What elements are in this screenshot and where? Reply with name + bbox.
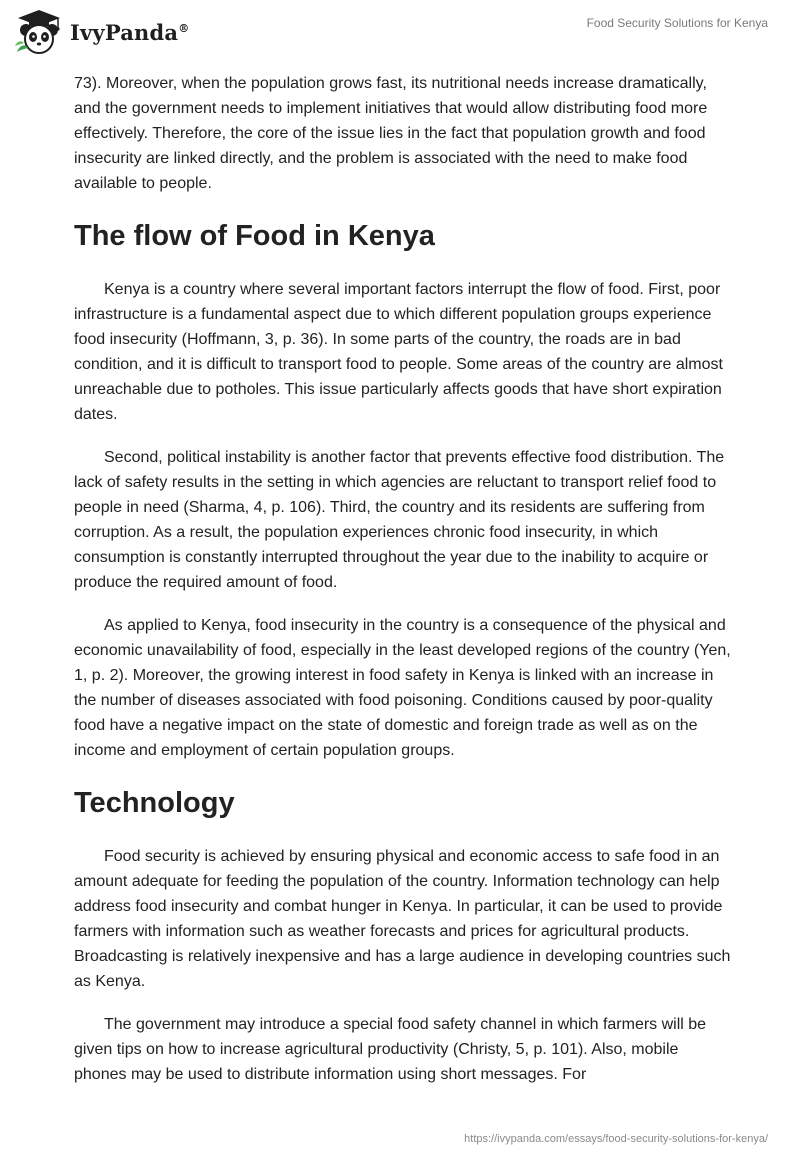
paragraph: Kenya is a country where several important factors interrupt the flow of food. First, poor infrastructure is a fundamental aspect due to which different population groups experience food insecurity (Hoffmann, 3, p. 36). In some parts of the country, the roads are in bad condition, and it is difficult to transport food to people. Some areas of the country are almost unreachable due to potholes. This issue particularly affects goods that have short expiration dates. [74,281,723,423]
paragraph: Second, political instability is another factor that prevents effective food distribution. The lack of safety results in the setting in which agencies are reluctant to transport relief food to people in need (Sharma, 4, p. 106). Third, the country and its residents are suffering from corruption. As a result, the population experiences chronic food insecurity, in which consumption is constantly interrupted throughout the year due to the inability to acquire or produce the required amount of food. [74,449,725,591]
document-title: Food Security Solutions for Kenya [586,16,768,30]
intro-paragraph: 73). Moreover, when the population grows fast, its nutritional needs increase dramatically, and the government needs to implement initiatives that would allow distributing food more effectively. Therefore, the core of the issue lies in the fact that population growth and food insecurity are linked directly, and the problem is associated with the need to make food available to people. [74,75,708,192]
source-url-link[interactable]: https://ivypanda.com/essays/food-security-solutions-for-kenya/ [464,1133,768,1145]
panda-graduation-cap-icon [14,8,64,56]
logo-text: IvyPanda® [70,19,190,45]
page-header [0,0,800,70]
essay-content [74,71,734,1105]
ivypanda-logo[interactable] [14,8,189,56]
paragraph: As applied to Kenya, food insecurity in the country is a consequence of the physical and economic unavailability of food, especially in the least developed regions of the country (Yen, 1, p. 2). Moreover, the growing interest in food safety in Kenya is linked with an increase in the number of diseases associated with food poisoning. Conditions caused by poor-quality food have a negative impact on the state of domestic and foreign trade as well as on the income and employment of certain population groups. [74,617,731,759]
paragraph: Food security is achieved by ensuring physical and economic access to safe food in an amount adequate for feeding the population of the country. Information technology can help address food insecurity and combat hunger in Kenya. In particular, it can be used to provide farmers with information such as weather forecasts and prices for agricultural products. Broadcasting is relatively inexpensive and has a large audience in developing countries such as Kenya. [74,848,731,990]
section-heading-flow-of-food: The flow of Food in Kenya [74,220,435,252]
paragraph: The government may introduce a special food safety channel in which farmers will be given tips on how to increase agricultural productivity (Christy, 5, p. 101). Also, mobile phones may be used to distribute information using short messages. For [74,1016,707,1083]
section-heading-technology: Technology [74,787,235,819]
